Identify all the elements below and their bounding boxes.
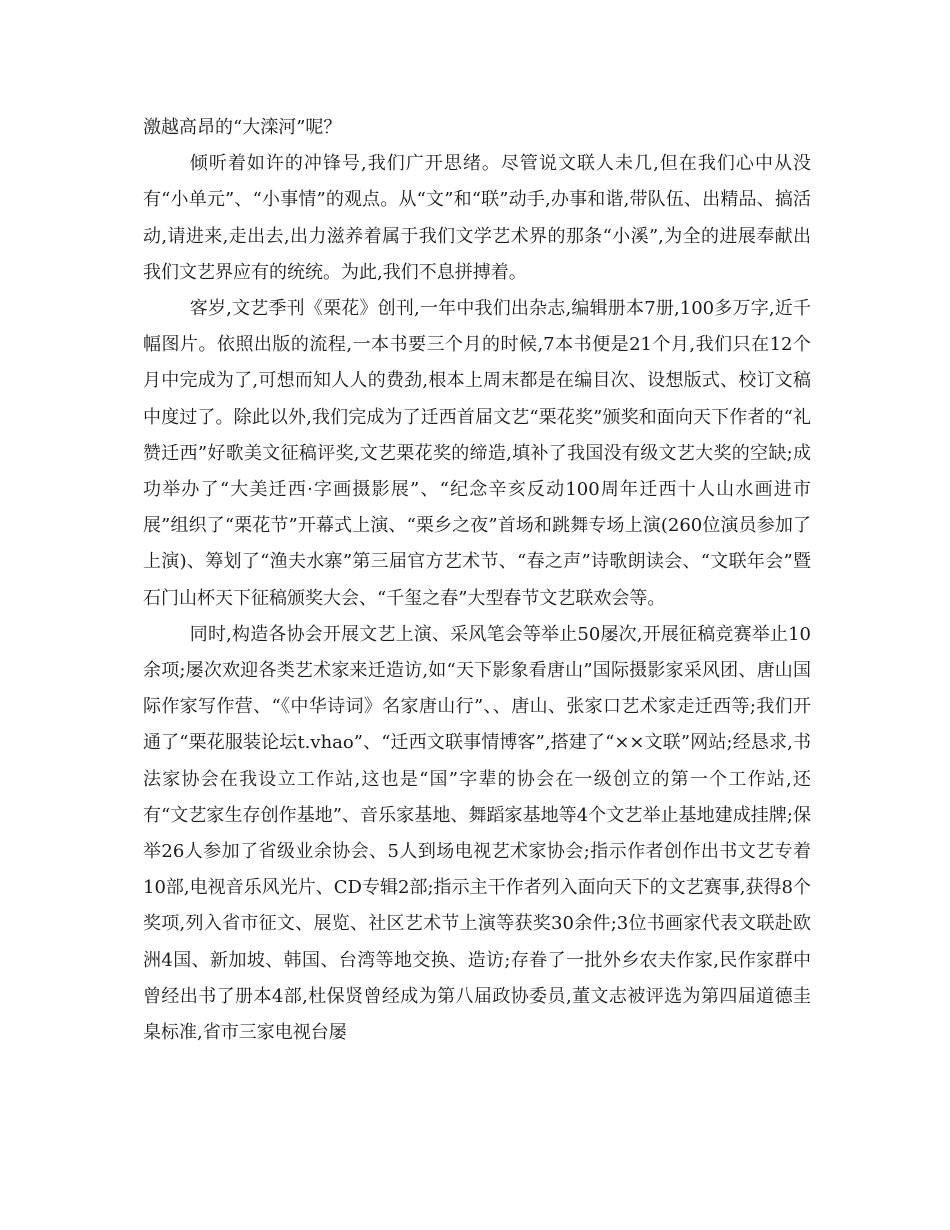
paragraph: 倾听着如许的冲锋号,我们广开思绪。尽管说文联人未几,但在我们心中从没有“小单元”、“小事情”的观点。从“文”和“联”动手,办事和谐,带队伍、出精品、搞活动,请进来,走出去,出力滋养着属于我们文学艺术界的那条“小溪”,为全的进展奉献出我们文艺界应有的统统。为此,我们不息拼搏着。 xyxy=(143,153,811,283)
paragraph-continuation: 激越高昂的“大滦河”呢？ xyxy=(143,117,342,138)
paragraph: 同时,构造各协会开展文艺上演、采风笔会等举止50屡次,开展征稿竞赛举止10余项;屡次欢迎各类艺术家来迁造访,如“天下影象看唐山”国际摄影家采风团、唐山国际作家写作营、“《中华诗词》名家唐山行”、、唐山、张家口艺术家走迁西等;我们开通了“栗花服装论坛t.vhao”、“迁西文联事情博客”,搭建了“××文联”网站;经恳求,书法家协会在我设立工作站,这也是“国”字辈的协会在一级创立的第一个工作站,还有“文艺家生存创作基地”、音乐家基地、舞蹈家基地等4个文艺举止基地建成挂牌;保举26人参加了省级业余协会、5人到场电视艺术家协会;指示作者创作出书文艺专着10部,电视音乐风光片、CD专辑2部;指示主干作者列入面向天下的文艺赛事,获得8个奖项,列入省市征文、展览、社区艺术节上演等获奖30余件;3位书画家代表文联赴欧洲4国、新加坡、韩国、台湾等地交换、造访;存眷了一批外乡农夫作家,民作家群中曾经出书了册本4部,杜保贤曾经成为第八届政协委员,董文志被评选为第四届道德圭臬标准,省市三家电视台屡 xyxy=(143,623,811,1044)
body-text xyxy=(143,110,811,1051)
paragraph: 客岁,文艺季刊《栗花》创刊,一年中我们出杂志,编辑册本7册,100多万字,近千幅图片。依照出版的流程,一本书要三个月的时候,7本书便是21个月,我们只在12个月中完成为了,可想而知人人的费劲,根本上周末都是在编目次、设想版式、校订文稿中度过了。除此以外,我们完成为了迁西首届文艺“栗花奖”颁奖和面向天下作者的“礼赞迁西”好歌美文征稿评奖,文艺栗花奖的缔造,填补了我国没有级文艺大奖的空缺;成功举办了“大美迁西·字画摄影展”、“纪念辛亥反动100周年迁西十人山水画进市展”组织了“栗花节”开幕式上演、“栗乡之夜”首场和跳舞专场上演(260位演员参加了上演)、筹划了“渔夫水寨”第三届官方艺术节、“春之声”诗歌朗读会、“文联年会”暨石门山杯天下征稿颁奖大会、“千玺之春”大型春节文艺联欢会等。 xyxy=(143,298,811,609)
